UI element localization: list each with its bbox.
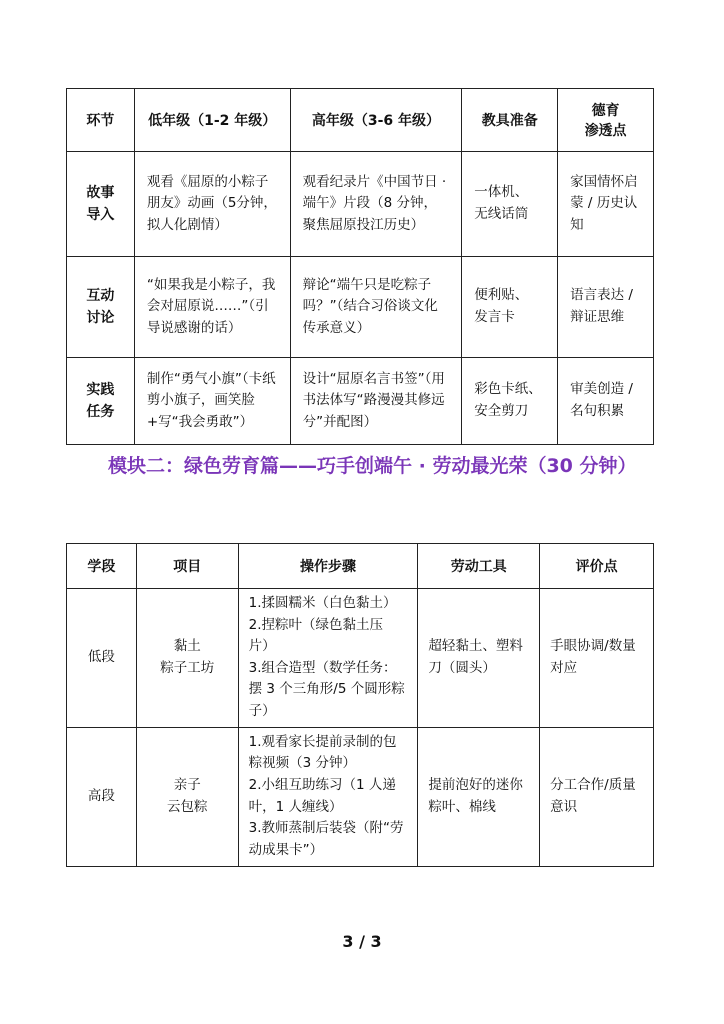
table-row — [67, 257, 654, 358]
header-cell: 评价点 — [540, 544, 654, 589]
tools-cell: 便利贴、 发言卡 — [462, 257, 558, 358]
header-cell: 操作步骤 — [238, 544, 418, 589]
steps-cell: 1.揉圆糯米（白色黏土） 2.捏粽叶（绿色黏土压片） 3.组合造型（数学任务：摆 3 个三角形/5 个圆形粽子） — [238, 589, 418, 728]
moral-cell: 审美创造 / 名句积累 — [558, 358, 654, 445]
table-header-row — [67, 89, 654, 152]
evaluation-cell: 手眼协调/数量对应 — [540, 589, 654, 728]
high-grade-cell: 辩论“端午只是吃粽子吗？”（结合习俗谈文化传承意义） — [290, 257, 462, 358]
low-grade-cell: 观看《屈原的小粽子朋友》动画（5分钟，拟人化剧情） — [134, 152, 290, 257]
header-cell: 低年级（1-2 年级） — [134, 89, 290, 152]
high-grade-cell: 观看纪录片《中国节日 · 端午》片段（8 分钟，聚焦屈原投江历史） — [290, 152, 462, 257]
header-cell: 学段 — [67, 544, 137, 589]
table-header-row — [67, 544, 654, 589]
moral-cell: 家国情怀启蒙 / 历史认知 — [558, 152, 654, 257]
row-label: 故事 导入 — [67, 152, 135, 257]
steps-cell: 1.观看家长提前录制的包粽视频（3 分钟） 2.小组互助练习（1 人递叶，1 人缠线） 3.教师蒸制后装袋（附“劳动成果卡”） — [238, 727, 418, 866]
row-label: 互动 讨论 — [67, 257, 135, 358]
table-row — [67, 358, 654, 445]
tools-cell: 超轻黏土、塑料刀（圆头） — [418, 589, 540, 728]
row-label: 实践 任务 — [67, 358, 135, 445]
header-cell: 教具准备 — [462, 89, 558, 152]
stage-cell: 低段 — [67, 589, 137, 728]
header-cell: 高年级（3-6 年级） — [290, 89, 462, 152]
evaluation-cell: 分工合作/质量意识 — [540, 727, 654, 866]
labor-module-table — [66, 543, 654, 867]
table-row — [67, 589, 654, 728]
header-cell: 项目 — [136, 544, 238, 589]
section-title: 模块二：绿色劳育篇——巧手创端午 · 劳动最光荣（30 分钟） — [108, 455, 637, 477]
tools-cell: 提前泡好的迷你粽叶、棉线 — [418, 727, 540, 866]
table-row — [67, 152, 654, 257]
table-row — [67, 727, 654, 866]
stage-cell: 高段 — [67, 727, 137, 866]
header-cell: 环节 — [67, 89, 135, 152]
lesson-activity-table — [66, 88, 654, 445]
project-cell: 亲子 云包粽 — [136, 727, 238, 866]
project-cell: 黏土 粽子工坊 — [136, 589, 238, 728]
header-cell: 德育 渗透点 — [558, 89, 654, 152]
tools-cell: 彩色卡纸、安全剪刀 — [462, 358, 558, 445]
low-grade-cell: 制作“勇气小旗”（卡纸剪小旗子，画笑脸+写“我会勇敢”） — [134, 358, 290, 445]
low-grade-cell: “如果我是小粽子，我会对屈原说……”（引导说感谢的话） — [134, 257, 290, 358]
high-grade-cell: 设计“屈原名言书签”（用书法体写“路漫漫其修远兮”并配图） — [290, 358, 462, 445]
tools-cell: 一体机、 无线话筒 — [462, 152, 558, 257]
header-cell: 劳动工具 — [418, 544, 540, 589]
page-number: 3 / 3 — [342, 932, 382, 951]
moral-cell: 语言表达 / 辩证思维 — [558, 257, 654, 358]
